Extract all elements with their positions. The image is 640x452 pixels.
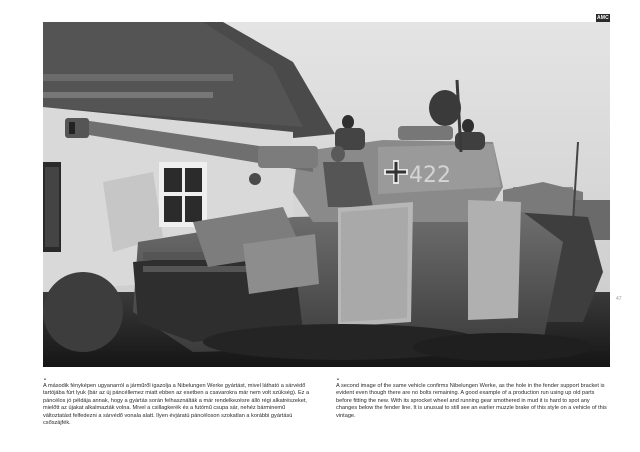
page-folio: 47 (616, 296, 622, 302)
caption-hungarian: A második fényképen ugyanarról a járműről igazolja a Nibelungen Werke gyártást, mivel látható a sárvédő tartójába fúrt lyuk (bár az új páncéllemez miatt ebben az esetben a csavarokra már nem volt szükség). Ez a páncélos jó példája annak, hogy a gyártás során felhasználták a már rendelkezésre álló régi alkatrészeket, mielőtt az újakat alkalmazták volna. Mivel a csillagkerék és a futómű csupa sár, nehéz bárminemű változtatást felfedezni a sárvédő vonala alatt. Ilyen évjáratú páncéloson szokatlan a korábbi gyártású csőszájfék. (43, 383, 310, 427)
publisher-badge: AMC (597, 15, 609, 21)
turret-number: 422 (409, 163, 451, 188)
caption-marker-right: ▲ (336, 376, 340, 381)
caption-english: A second image of the same vehicle confirms Nibelungen Werke, as the hole in the fender support bracket is evident even though there are no bolts remaining. A good example of a production run using up old parts before fitting the new. With its sprocket wheel and running gear smothered in mud it is hard to spot any changes below the fender line. It is unusual to still see an earlier muzzle brake of this style on a vehicle of this vintage. (336, 383, 607, 419)
tank-photograph (43, 22, 610, 367)
caption-marker-left: ▲ (43, 376, 47, 381)
